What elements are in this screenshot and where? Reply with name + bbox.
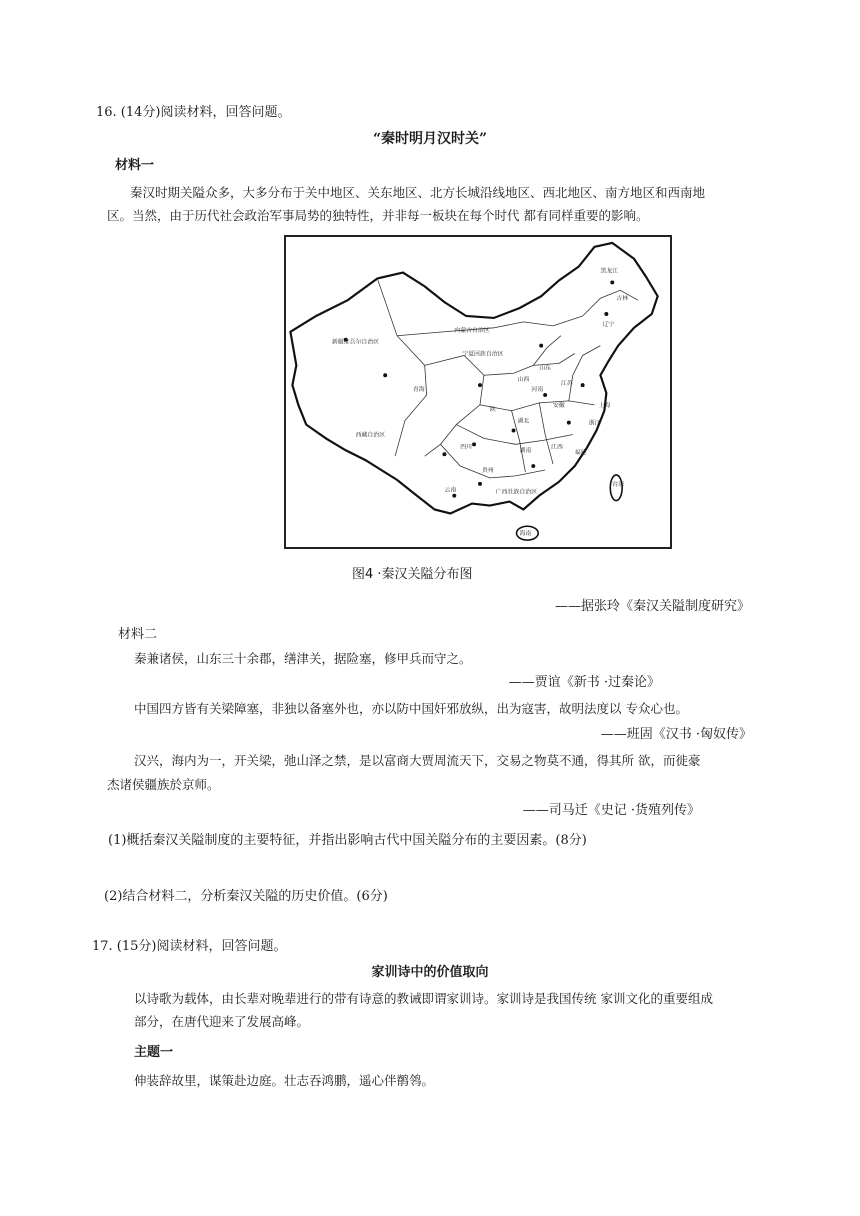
- source-citation: ——据张玲《秦汉关隘制度研究》: [554, 599, 750, 614]
- label-taiwan: 台湾: [612, 481, 625, 488]
- q17-title: 家训诗中的价值取向: [371, 965, 489, 980]
- label-shandong: 山东: [539, 365, 552, 372]
- label-anhui: 安徽: [553, 402, 565, 409]
- label-guangxi: 广西壮族自治区: [495, 489, 538, 496]
- label-jiangxi: 江西: [551, 444, 563, 451]
- source-citation: ——司马迁《史记 ·货殖列传》: [522, 803, 700, 818]
- q16-title: “秦时明月汉时关”: [372, 131, 488, 147]
- label-shanghai: 上海: [598, 402, 611, 409]
- material-two-paragraph: 中国四方皆有关梁障塞，非独以备塞外也，亦以防中国奸邪放纵，出为寇害，故明法度以 专众心也。: [134, 701, 688, 716]
- q17-intro: 部分，在唐代迎来了发展高峰。: [134, 1014, 310, 1029]
- map-caption: 图4 ·秦汉关隘分布图: [352, 567, 473, 582]
- label-neimenggu: 内蒙古自治区: [454, 327, 490, 334]
- label-guizhou: 贵州: [481, 467, 494, 474]
- material-one-line: 区。当然，由于历代社会政治军事局势的独特性，并非每一板块在每个时代 都有同样重要的影响。: [107, 208, 649, 223]
- theme-one-label: 主题一: [134, 1045, 174, 1060]
- label-heilongjiang: 黑龙江: [600, 268, 619, 275]
- q17-intro: 以诗歌为载体，由长辈对晚辈进行的带有诗意的教诫即谓家训诗。家训诗是我国传统 家训文化的重要组成: [134, 991, 713, 1006]
- label-hainan: 海南: [519, 531, 532, 538]
- material-one-label: 材料一: [115, 158, 155, 173]
- label-hubei: 湖北: [517, 418, 530, 425]
- theme-one-text: 伸装辞故里，谋策赴边庭。壮志吞鸿鹏，遥心伴鹡鸰。: [134, 1073, 435, 1088]
- material-two-paragraph: 杰诸侯疆族於京师。: [107, 777, 220, 792]
- label-zhejiang: 浙江: [588, 420, 601, 427]
- label-xinjiang: 新疆维吾尔自治区: [331, 339, 380, 346]
- label-sichuan: 四川: [460, 444, 473, 451]
- label-jiangsu: 江苏: [560, 381, 573, 388]
- label-xizang: 西藏自治区: [355, 432, 386, 439]
- label-yunnan: 云南: [444, 487, 457, 494]
- material-one-line: 秦汉时期关隘众多，大多分布于关中地区、关东地区、北方长城沿线地区、西北地区、南方地区和西南地: [130, 185, 706, 200]
- material-two-label: 材料二: [118, 627, 158, 642]
- china-map-figure: [284, 235, 672, 549]
- label-liaoning: 辽宁: [602, 321, 615, 328]
- sub-question-1: (1)概括秦汉关隘制度的主要特征，并指出影响古代中国关隘分布的主要因素。(8分): [108, 833, 587, 848]
- label-fujian: 福建: [574, 450, 587, 457]
- label-henan: 河南: [531, 387, 544, 394]
- label-shaanxi: 陕: [489, 406, 496, 413]
- label-jilin: 吉林: [616, 296, 629, 303]
- source-citation: ——贾谊《新书 ·过秦论》: [508, 675, 660, 690]
- q16-heading: 16. (14分)阅读材料，回答问题。: [96, 105, 291, 120]
- material-two-paragraph: 汉兴，海内为一，开关梁，弛山泽之禁，是以富商大贾周流天下，交易之物莫不通，得其所 欲，而徙豪: [134, 753, 701, 768]
- label-qinghai: 青海: [412, 387, 425, 394]
- label-shanxi: 山西: [517, 377, 530, 384]
- sub-question-2: (2)结合材料二，分析秦汉关隘的历史价值。(6分): [104, 889, 388, 904]
- china-outline: [290, 243, 657, 514]
- q17-heading: 17. (15分)阅读材料，回答问题。: [92, 939, 287, 954]
- source-citation: ——班固《汉书 ·匈奴传》: [600, 727, 752, 742]
- label-hunan: 湖南: [519, 448, 532, 455]
- china-map: [286, 237, 670, 547]
- label-ningxia: 宁夏回族自治区: [462, 351, 504, 358]
- material-two-paragraph: 秦兼诸侯，山东三十余郡，缮津关，据险塞，修甲兵而守之。: [134, 651, 472, 666]
